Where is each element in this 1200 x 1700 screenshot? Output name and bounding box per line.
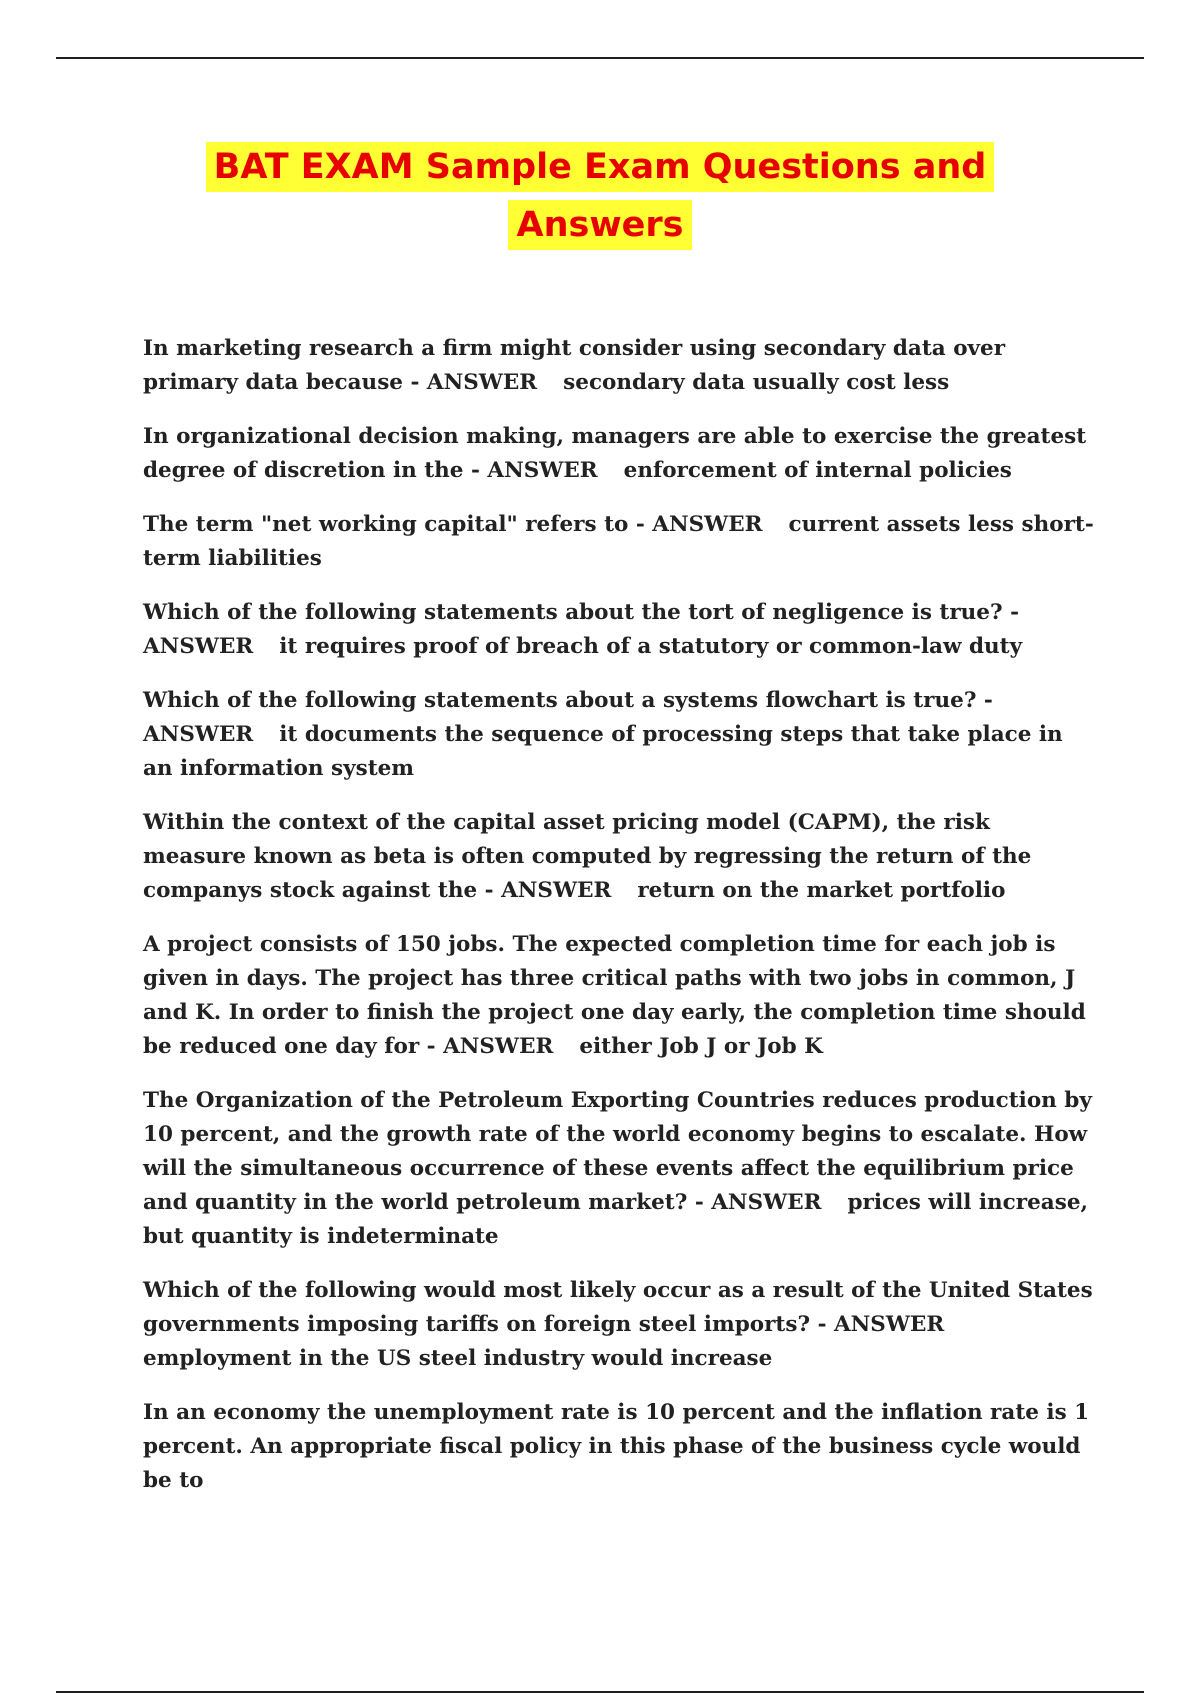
answer-text: enforcement of internal policies (623, 458, 1012, 483)
answer-marker: - ANSWER (694, 1190, 822, 1215)
question-text: Within the context of the capital asset pricing model (CAPM), the risk measure known as beta is often computed by regressing the return of the companys stock against the (143, 810, 1032, 903)
page-title (0, 142, 1200, 258)
qa-list (143, 332, 1098, 1518)
answer-marker: - ANSWER (635, 512, 763, 537)
answer-text: it documents the sequence of processing steps that take place in an information system (143, 722, 1063, 781)
question-text: The term "net working capital" refers to (143, 512, 629, 537)
answer-marker: - ANSWER (484, 878, 612, 903)
title-line-1: BAT EXAM Sample Exam Questions and (206, 142, 995, 192)
title-line-2: Answers (508, 200, 691, 250)
answer-marker: - ANSWER (143, 688, 993, 747)
qa-item (143, 684, 1098, 786)
question-text: In marketing research a firm might consider using secondary data over primary data because (143, 336, 1006, 395)
qa-item (143, 508, 1098, 576)
qa-item (143, 596, 1098, 664)
answer-marker: - ANSWER (410, 370, 538, 395)
qa-item-partial (143, 1396, 1098, 1498)
top-rule (56, 57, 1144, 59)
answer-marker: - ANSWER (143, 600, 1020, 659)
qa-item (143, 1084, 1098, 1254)
qa-item (143, 1274, 1098, 1376)
qa-item (143, 420, 1098, 488)
question-text: The Organization of the Petroleum Exporting Countries reduces production by 10 percent, and the growth rate of the world economy begins to escalate. How will the simultaneous occurrence of these events affect the equilibrium price and quantity in the world petroleum market? (143, 1088, 1092, 1215)
answer-text: it requires proof of breach of a statutory or common-law duty (279, 634, 1023, 659)
bottom-rule (56, 1691, 1144, 1693)
qa-item (143, 928, 1098, 1064)
question-text: Which of the following statements about the tort of negligence is true? (143, 600, 1003, 625)
question-text: In an economy the unemployment rate is 10 percent and the inflation rate is 1 percent. An appropriate fiscal policy in this phase of the business cycle would be to (143, 1400, 1090, 1493)
answer-marker: - ANSWER (470, 458, 598, 483)
question-text: A project consists of 150 jobs. The expected completion time for each job is given in days. The project has three critical paths with two jobs in common, J and K. In order to finish the project one day early, the completion time should be reduced one day for (143, 932, 1086, 1059)
answer-text: current assets less short-term liabilities (143, 512, 1094, 571)
answer-text: either Job J or Job K (579, 1034, 823, 1059)
answer-text: secondary data usually cost less (563, 370, 950, 395)
answer-text: prices will increase, but quantity is indeterminate (143, 1190, 1088, 1249)
qa-item (143, 332, 1098, 400)
answer-text: employment in the US steel industry would increase (143, 1346, 773, 1371)
answer-marker: - ANSWER (817, 1312, 945, 1337)
question-text: Which of the following would most likely occur as a result of the United States governments imposing tariffs on foreign steel imports? (143, 1278, 1093, 1337)
question-text: Which of the following statements about a systems flowchart is true? (143, 688, 977, 713)
qa-item (143, 806, 1098, 908)
answer-text: return on the market portfolio (637, 878, 1006, 903)
question-text: In organizational decision making, managers are able to exercise the greatest degree of discretion in the (143, 424, 1087, 483)
answer-marker: - ANSWER (426, 1034, 554, 1059)
